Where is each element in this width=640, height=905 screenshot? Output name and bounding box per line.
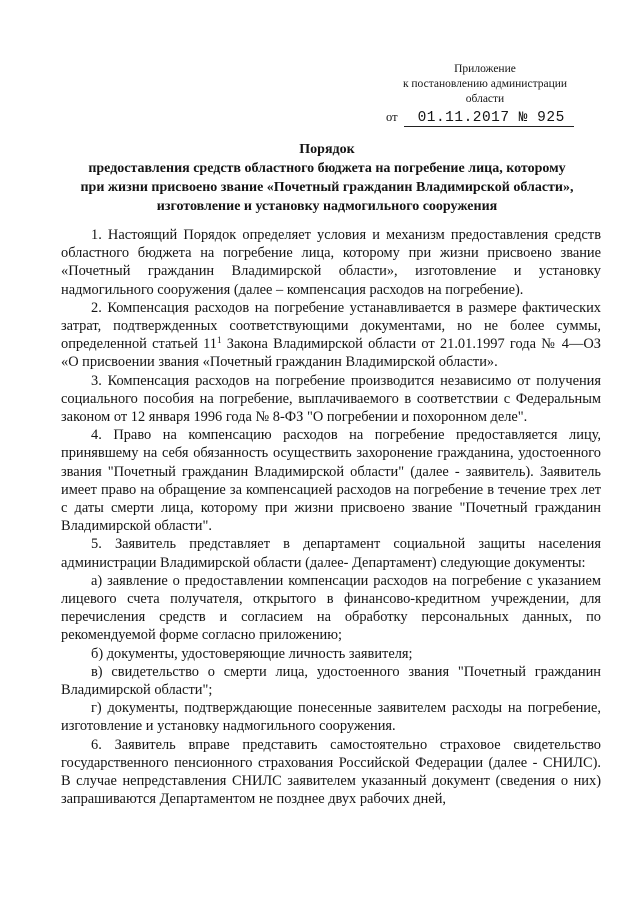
paragraph-5c: в) свидетельство о смерти лица, удостоенного звания "Почетный гражданин Владимирской области";: [61, 663, 601, 699]
title-line-1: Порядок: [299, 142, 355, 157]
paragraph-5: 5. Заявитель представляет в департамент социальной защиты населения администрации Владимирской области (далее- Департамент) следующие документы:: [61, 536, 601, 571]
paragraph-5b: б) документы, удостоверяющие личность заявителя;: [91, 645, 413, 662]
document-title: [55, 140, 599, 216]
title-line-2: предоставления средств областного бюджета на погребение лица, которому: [88, 161, 566, 176]
title-line-3: при жизни присвоено звание «Почетный гражданин Владимирской области»,: [80, 180, 574, 195]
paragraph-4: 4. Право на компенсацию расходов на погребение предоставляется лицу, принявшему на себя обязанность осуществить захоронение гражданина, удостоенного звания "Почетный гражданин Владимирской области" (далее - заявитель). Заявитель имеет право на обращение за компенсацией расходов на погребение в течение трех лет с даты смерти лица, которому при жизни присвоено звание "Почетный гражданин Владимирской области".: [61, 427, 601, 535]
title-line-4: изготовление и установку надмогильного сооружения: [156, 199, 498, 214]
appendix-label: Приложение: [454, 63, 516, 75]
paragraph-1: 1. Настоящий Порядок определяет условия и механизм предоставления средств областного бюджета на погребение лица, которому при жизни присвоено звание «Почетный гражданин Владимирской области», изготовление и установку надмогильного сооружения (далее – компенсация расходов на погребение).: [61, 227, 601, 298]
paragraph-6: 6. Заявитель вправе представить самостоятельно страховое свидетельство государственного пенсионного страхования Российской Федерации (далее - СНИЛС). В случае непредставления СНИЛС заявителем указанный документ (сведения о них) запрашиваются Департаментом не позднее двух рабочих дней,: [61, 736, 601, 808]
paragraph-5a: а) заявление о предоставлении компенсации расходов на погребение с указанием лицевого счета получателя, открытого в финансово-кредитном учреждении, для перечисления средств и согласием на обработку персональных данных, по рекомендуемой форме согласно приложению;: [61, 572, 601, 644]
paragraph-3: 3. Компенсация расходов на погребение производится независимо от получения социального пособия на погребение, выплачиваемого в соответствии с Федеральным законом от 12 января 1996 года № 8-ФЗ "О погребении и похоронном деле".: [61, 372, 601, 426]
paragraph-2-superscript: 1: [217, 335, 222, 346]
paragraph-2-part-b: Закона Владимирской области от 21.01.1997 года № 4—ОЗ «О присвоении звания «Почетный гражданин Владимирской области».: [61, 336, 601, 371]
appendix-ref: к постановлению администрации: [402, 78, 568, 90]
paragraph-2: [61, 299, 601, 372]
approval-stamp: [380, 62, 590, 127]
document-body: [61, 226, 601, 809]
decree-date-number: 01.11.2017 № 925: [404, 111, 574, 127]
paragraph-5d: г) документы, подтверждающие понесенные заявителем расходы на погребение, изготовление и установку надмогильного сооружения.: [61, 700, 601, 735]
paragraph-2-part-a: 2. Компенсация расходов на погребение устанавливается в размере фактических затрат, подтвержденных соответствующими документами, но не более суммы, определенной статьей 11: [61, 299, 601, 353]
decree-date-line: [380, 110, 590, 127]
appendix-region: области: [465, 93, 505, 105]
date-prefix: от: [386, 110, 398, 124]
